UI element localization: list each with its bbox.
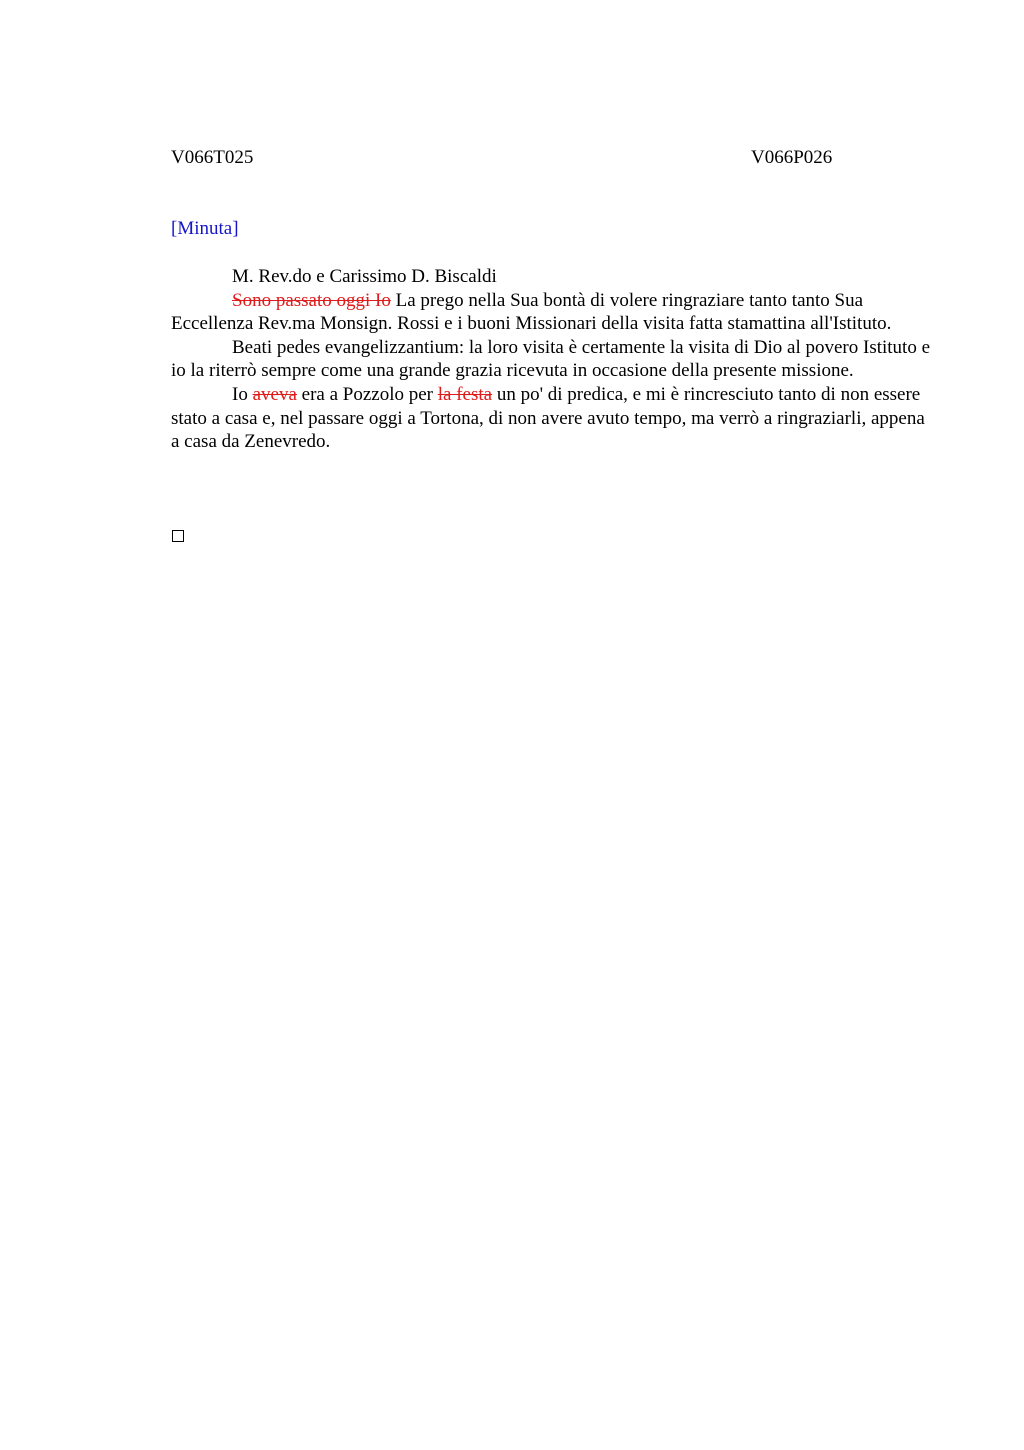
- paragraph-1: [171, 289, 931, 336]
- deleted-text: Sono passato oggi Io: [232, 289, 391, 311]
- paragraph-text: La prego nella Sua bontà di volere ringraziare tanto tanto Sua Eccellenza Rev.ma Monsign. Rossi e i buoni Missionari della visita fatta stamattina all'Istituto.: [171, 289, 892, 335]
- salutation: M. Rev.do e Carissimo D. Biscaldi: [232, 266, 497, 287]
- document-code-right: V066P026: [751, 147, 833, 168]
- paragraph-text: un po' di predica, e mi è rincresciuto tanto di non essere stato a casa e, nel passare oggi a Tortona, di non avere avuto tempo, ma verrò a ringraziarli, appena a casa da Zenevredo.: [171, 383, 925, 453]
- paragraph-2: Beati pedes evangelizzantium: la loro visita è certamente la visita di Dio al povero Istituto e io la riterrò sempre come una grande grazia ricevuta in occasione della presente missione.: [171, 336, 931, 382]
- deleted-text: la festa: [437, 383, 493, 405]
- paragraph-text: era a Pozzolo per: [296, 383, 438, 405]
- document-code-left: V066T025: [171, 147, 254, 168]
- paragraph-3: [171, 383, 931, 454]
- empty-square-icon: [172, 530, 184, 542]
- deleted-text: aveva: [252, 383, 297, 405]
- minuta-label: [Minuta]: [171, 218, 239, 239]
- paragraph-text: Io: [232, 383, 253, 405]
- letter-body: [171, 265, 931, 454]
